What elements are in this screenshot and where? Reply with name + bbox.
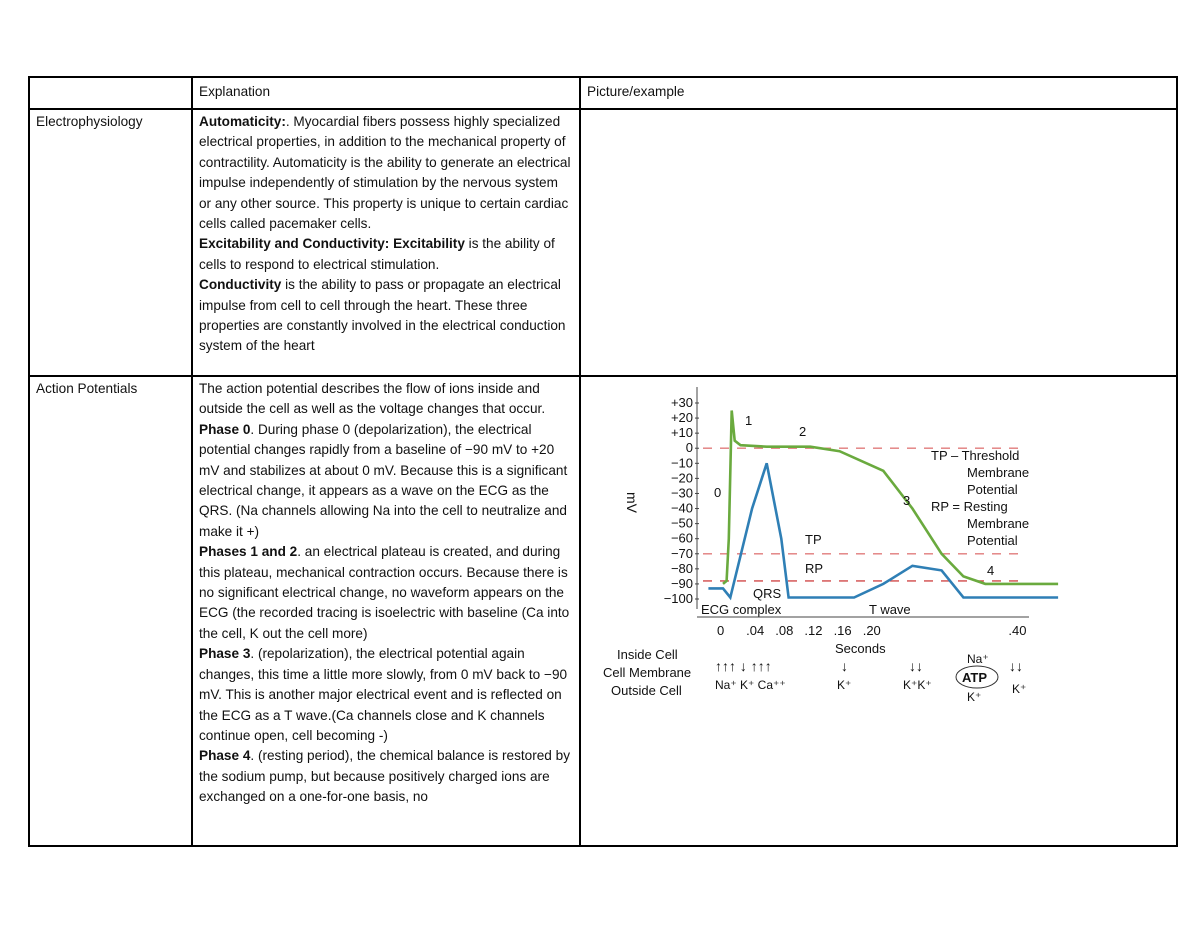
rp-label: RP [805, 561, 824, 576]
paragraph [199, 112, 573, 234]
paragraph-text: . During phase 0 (depolarization), the electrical potential changes rapidly from a baseline of −90 mV to +20 mV and stabilizes at about 0 mV. Because this is a significant electrical change, it appears as a wave on the ECG as the QRS. (Na channels allowing Na into the cell to neutralize and make it +) [199, 421, 568, 539]
ion-labels-phase3: K⁺K⁺ [903, 678, 932, 692]
phase-label-3: 3 [903, 493, 911, 508]
table-row [29, 376, 1177, 846]
row-label-electrophysiology: Electrophysiology [29, 109, 192, 376]
phase-label-0: 0 [714, 485, 722, 500]
paragraph [199, 275, 573, 357]
paragraph-text: is the ability to pass or propagate an electrical impulse from cell to cell through the heart. These three properties are constantly involved in the electrical conduction system of the heart [199, 277, 566, 354]
paragraph-text: . an electrical plateau is created, and during this plateau, mechanical contraction occurs. Because there is no significant electrical change, no waveform appears on the ECG (the recorded tracing is isoelectric with baseline (Ca into the cell, K out the cell more) [199, 544, 570, 641]
ion-arrows-phase0: ↑↑↑ ↓ ↑↑↑ [715, 658, 772, 674]
paragraph [199, 420, 573, 542]
phase-label-1: 1 [745, 413, 753, 428]
table-row [29, 109, 1177, 376]
paragraph-text: . (repolarization), the electrical potential again changes, this time a little more slowly, from 0 mV back to −90 mV. This is another major electrical event and is reflected on the ECG as a T wave.(Ca channels close and K channels continue open, cell becoming -) [199, 646, 568, 743]
row-label-action-potentials: Action Potentials [29, 376, 192, 846]
paragraph [199, 542, 573, 644]
paragraph [199, 379, 573, 420]
y-tick-label: −60 [670, 530, 693, 546]
paragraph-text: . (resting period), the chemical balance is restored by the sodium pump, but because positively charged ions are exchanged on a one-for-one basis, no [199, 748, 570, 805]
legend-line-1: TP – Threshold [931, 448, 1020, 463]
ion-label-phase4: K⁺ [1012, 682, 1027, 696]
bold-term: Phase 4 [199, 748, 251, 764]
x-tick-label: .04 [746, 623, 765, 638]
tp-label: TP [805, 532, 822, 547]
y-tick-label: −70 [670, 545, 693, 561]
bold-term: Automaticity: [199, 114, 286, 129]
main-table [28, 76, 1178, 847]
paragraph [199, 746, 573, 807]
legend-line-5: Membrane [967, 516, 1030, 531]
legend-line-4: RP = Resting [931, 499, 1008, 514]
bold-term: Phase 3 [199, 646, 251, 662]
legend-line-2: Membrane [967, 465, 1030, 480]
y-tick-label: −50 [670, 515, 693, 531]
phase-label-2: 2 [799, 424, 807, 439]
cell-label-outside: Outside Cell [611, 683, 682, 698]
x-tick-label: .12 [804, 623, 823, 638]
header-cell-picture: Picture/example [580, 77, 1177, 109]
y-axis [664, 395, 699, 606]
paragraph-text: . Myocardial fibers possess highly specialized electrical properties, in addition to the mechanical property of contractility. Automaticity is the ability to generate an electrical impulse independently of stimulation by the nervous system or any other source. This property is unique to certain cardiac cells called pacemaker cells. [199, 114, 571, 232]
qrs-label: QRS [753, 586, 782, 601]
legend-line-3: Potential [967, 482, 1018, 497]
t-wave-label: T wave [869, 602, 911, 617]
y-tick-label: −10 [670, 455, 693, 471]
header-row [29, 77, 1177, 109]
x-axis-label: Seconds [835, 641, 886, 656]
x-tick-label: .20 [862, 623, 881, 638]
paragraph [199, 234, 573, 275]
y-tick-label: +30 [670, 395, 693, 410]
y-tick-label: −90 [670, 575, 693, 591]
ion-na-pump: Na⁺ [967, 652, 989, 666]
picture-cell [580, 376, 1177, 846]
paragraph-text: The action potential describes the flow of ions inside and outside the cell as well as the voltage changes that occur. [199, 381, 546, 417]
figure-wrapper [587, 379, 1170, 839]
ion-label-phase2: K⁺ [837, 678, 852, 692]
bold-term: Phase 0 [199, 421, 251, 437]
x-axis [717, 623, 1027, 638]
ion-labels-phase0: Na⁺ K⁺ Ca⁺⁺ [715, 678, 786, 692]
y-tick-label: −80 [670, 560, 693, 576]
explanation-cell [192, 376, 580, 846]
x-tick-label: 0 [717, 623, 725, 638]
action-potential-figure [603, 387, 1057, 717]
x-tick-label: .40 [1008, 623, 1027, 638]
bold-term: Excitability and Conductivity: Excitability [199, 236, 465, 252]
paragraph-text: is the ability of cells to respond to electrical stimulation. [199, 236, 555, 272]
explanation-cell [192, 109, 580, 376]
y-tick-label: −100 [663, 591, 693, 606]
cell-label-inside: Inside Cell [617, 647, 678, 662]
y-axis-label: mV [624, 492, 640, 513]
ion-arrows-phase4: ↓↓ [1009, 658, 1023, 674]
header-cell-empty [29, 77, 192, 109]
y-tick-label: −30 [670, 485, 693, 501]
paragraph [199, 644, 573, 746]
ecg-complex-label: ECG complex [701, 602, 782, 617]
y-tick-label: 0 [685, 440, 693, 456]
y-tick-label: −40 [670, 500, 693, 516]
cell-label-membrane: Cell Membrane [603, 665, 692, 680]
ion-atp: ATP [962, 670, 988, 685]
legend-line-6: Potential [967, 533, 1018, 548]
y-tick-label: +20 [670, 410, 693, 426]
x-tick-label: .16 [833, 623, 852, 638]
ion-arrow-phase2: ↓ [841, 658, 848, 674]
ion-arrows-phase3: ↓↓ [909, 658, 923, 674]
y-tick-label: +10 [670, 425, 693, 441]
picture-cell-empty [580, 109, 1177, 376]
y-tick-label: −20 [670, 470, 693, 486]
x-tick-label: .08 [775, 623, 794, 638]
bold-term: Phases 1 and 2 [199, 544, 298, 560]
phase-label-4: 4 [987, 563, 995, 578]
ion-k-pump: K⁺ [967, 690, 982, 704]
header-cell-explanation: Explanation [192, 77, 580, 109]
bold-term: Conductivity [199, 277, 282, 293]
